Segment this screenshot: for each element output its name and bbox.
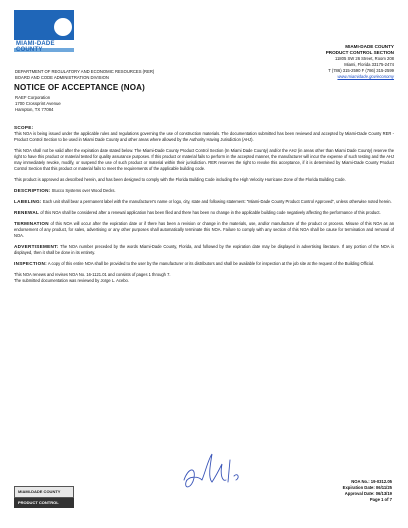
inspection-section (14, 261, 394, 267)
description-text: Stucco Systems over Wood Decks. (51, 188, 116, 193)
renewal-text: of this NOA shall be considered after a renewal application has been filed and there has been no change in the applicable building code negatively affecting the performance of this product. (40, 210, 381, 215)
office-name: PRODUCT CONTROL SECTION (325, 50, 394, 55)
scope-heading: SCOPE: (14, 125, 34, 130)
product-control-logo (14, 486, 74, 512)
labeling-section (14, 199, 394, 205)
product-control-logo-line-1: MIAMI-DADE COUNTY (18, 489, 61, 494)
document-body (14, 125, 394, 284)
description-label: DESCRIPTION: (14, 188, 51, 193)
reviewer-note: The submitted documentation was reviewed by Jorge L. Acebo. (14, 278, 129, 283)
website-link[interactable]: www.miamidade.gov/economy (337, 74, 394, 79)
approval-date: Approval Date: 06/13/19 (344, 491, 392, 497)
page-number: Page 1 of 7 (369, 497, 392, 503)
recipient-street: 1700 Crossprint Avenue (15, 101, 61, 107)
advertisement-text: The NOA number preceded by the words Miami-Dade County, Florida, and followed by the expiration date may be displayed in advertising literature. If any portion of the NOA is displayed, then it shall be done in its entirety. (14, 244, 394, 255)
revision-note: This NOA renews and revises NOA No. 16-1121.01 and consists of pages 1 through 7. (14, 272, 171, 277)
county-name: MIAMI-DADE COUNTY (345, 44, 394, 49)
product-control-logo-line-2: PRODUCT CONTROL (18, 500, 59, 505)
termination-text: of this NOA will occur after the expiration date or if there has been a revision or change in the materials, use, and/or manufacture of the product or process. Misuse of this NOA as an endorsement of any product, for sales, advertising or any other purposes shall automatically terminate this NOA. Failure to comply with any section of this NOA shall be cause for termination and removal of NOA. (14, 221, 394, 238)
termination-section (14, 221, 394, 239)
department-line-2: BOARD AND CODE ADMINISTRATION DIVISION (15, 75, 109, 80)
miami-dade-logo (14, 10, 74, 54)
scope-paragraph-2: This NOA shall not be valid after the expiration date stated below. The Miami-Dade County Product Control Section (In Miami Dade County) and/or the AHJ (in areas other than Miami Dade County) reserve the right to have this product or material tested for quality assurance purposes. If this product or material fails to perform in the accepted manner, the manufacturer will incur the expense of such testing and the AHJ may immediately revoke, modify, or suspend the use of such product or material within their jurisdiction. RER reserves the right to revoke this acceptance, if it is determined by Miami-Dade County Product Control Section that this product or material fails to meet the requirements of the applicable building code. (14, 148, 394, 171)
advertisement-label: ADVERTISEMENT: (14, 244, 59, 249)
logo-text: MIAMI-DADE COUNTY (16, 41, 55, 53)
advertisement-section (14, 244, 394, 256)
scope-paragraph-1: This NOA is being issued under the applicable rules and regulations governing the use of construction materials. The documentation submitted has been reviewed and accepted by Miami-Dade County RER - Product Control Section to be used in Miami Dade County and other areas where allowed by the Authority Having Jurisdiction (AHJ). (14, 131, 394, 142)
renewal-section (14, 210, 394, 216)
document-title: NOTICE OF ACCEPTANCE (NOA) (14, 83, 145, 92)
office-phone: T (786) 315-2590 F (786) 315-2599 (328, 68, 394, 73)
handwritten-signature (178, 446, 248, 496)
inspection-text: A copy of this entire NOA shall be provided to the user by the manufacturer or its distributors and shall be available for inspection at the job site at the request of the Building Official. (47, 261, 375, 266)
renewal-label: RENEWAL (14, 210, 40, 215)
contact-block (326, 44, 394, 80)
labeling-label: LABELING: (14, 199, 42, 204)
expiration-date: Expiration Date: 06/11/25 (342, 485, 392, 491)
termination-label: TERMINATION (14, 221, 49, 226)
scope-paragraph-3: This product is approved as described herein, and has been designed to comply with the Florida Building Code including the High Velocity Hurricane Zone of the Florida Building Code. (14, 177, 346, 182)
labeling-text: Each unit shall bear a permanent label with the manufacturer's name or logo, city, state and following statement: "Miami-Dade County Product Control Approved", unless otherwise noted herein. (42, 199, 392, 204)
county-seal-icon (53, 17, 73, 37)
recipient-company: RAEF Corporation (15, 95, 51, 100)
department-line-1: DEPARTMENT OF REGULATORY AND ECONOMIC RESOURCES (RER) (15, 69, 155, 74)
recipient-city: Hampton, TX 77084 (15, 107, 54, 113)
department-block (15, 69, 154, 81)
inspection-label: INSPECTION: (14, 261, 47, 266)
noa-number: NOA No.: 19-0312.05 (351, 479, 392, 484)
noa-footer-info (343, 479, 392, 503)
description-section (14, 188, 394, 194)
office-address-2: Miami, Florida 33175-2474 (344, 62, 394, 67)
office-address-1: 11805 SW 26 Street, Room 208 (334, 56, 394, 61)
recipient-address (15, 95, 61, 114)
